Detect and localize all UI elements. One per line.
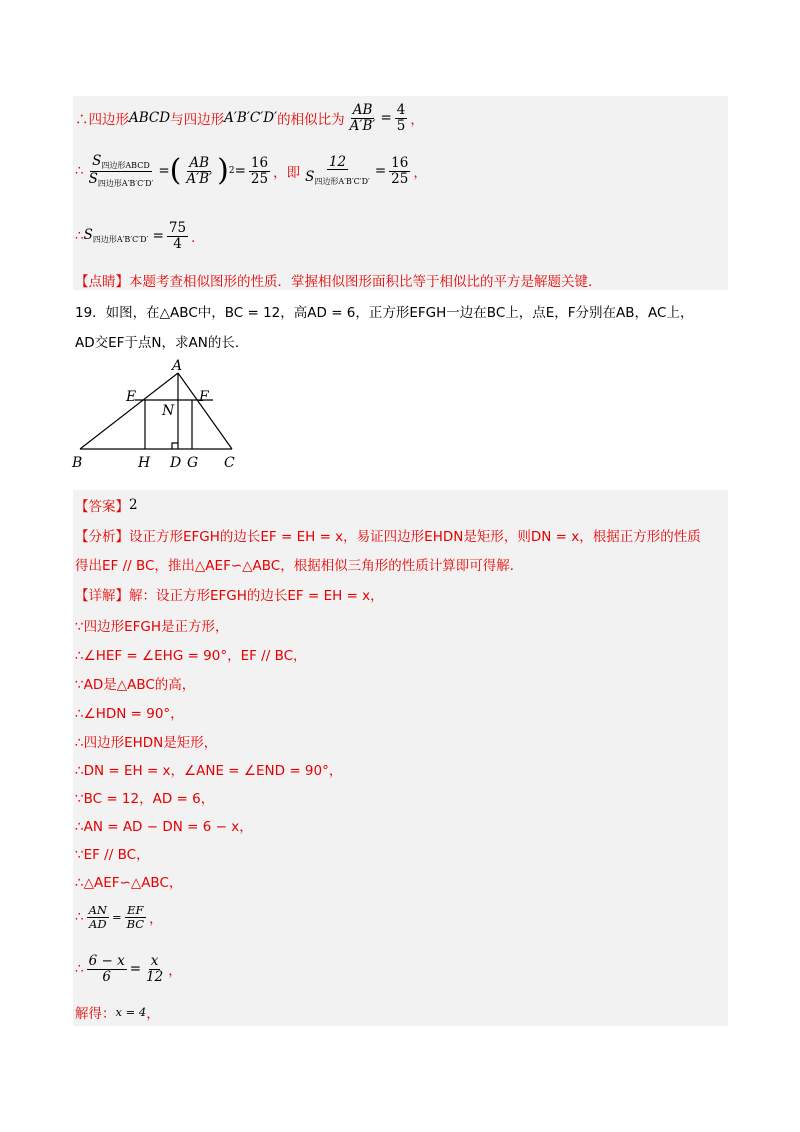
- comma: ，: [410, 112, 424, 128]
- fraction-denominator: 6: [102, 968, 111, 985]
- label-d: D: [170, 455, 182, 471]
- comma: ，: [146, 1006, 160, 1022]
- step-text: ∴∠HDN = 90°，: [75, 706, 184, 722]
- label-b: B: [72, 455, 83, 471]
- fraction-denominator: 25: [391, 170, 409, 187]
- area-result-line: ∴ $S_{四边形A'B'C'D'}$ = $\frac{75}{4}$ ．: [75, 220, 205, 252]
- fraction-denominator: 5: [396, 117, 406, 134]
- answer-line: [75, 494, 138, 516]
- problem-line-2: [75, 330, 248, 352]
- edge-ac: [178, 373, 232, 449]
- fraction-denominator: BC: [126, 916, 145, 931]
- label-g: G: [187, 455, 199, 471]
- fraction-numerator: x: [150, 953, 159, 970]
- right-angle-mark: [172, 443, 178, 449]
- six-minus-x-fraction: [87, 954, 127, 983]
- step-6: [75, 758, 342, 780]
- step-text: ∵AD是△ABC的高，: [75, 677, 196, 693]
- therefore-quad-text: ∴四边形: [75, 112, 129, 128]
- x-over-twelve-fraction: [144, 954, 165, 983]
- with-quad-text: 与四边形: [170, 112, 225, 128]
- step-text: ∴DN = EH = x，∠ANE = ∠END = 90°，: [75, 763, 343, 779]
- step-2: [75, 643, 307, 665]
- step-7: [75, 786, 214, 808]
- label-a: A: [172, 358, 183, 374]
- comment-text: 本题考查相似图形的性质．掌握相似图形面积比等于相似比的平方是解题关键．: [129, 274, 602, 290]
- ratio-text: 的相似比为: [277, 112, 345, 128]
- step-text: ∵四边形EFGH是正方形，: [75, 619, 229, 635]
- an-over-ad-fraction: [87, 904, 109, 929]
- quad-abcd-prime: A′B′C′D′: [224, 110, 278, 126]
- analysis-text: 设正方形EFGH的边长EF = EH = x，易证四边形EHDN是矩形，则DN = x，根据正方形的性质: [129, 529, 701, 545]
- label-e: E: [126, 389, 137, 405]
- sixteen-25ths-fraction: [249, 156, 270, 185]
- step-3: [75, 672, 195, 694]
- answer-label: 【答案】: [75, 499, 129, 515]
- namely-text: ，即: [273, 165, 301, 181]
- therefore-symbol: ∴: [75, 163, 84, 179]
- comment-line: [75, 270, 602, 290]
- step-text: ∴△AEF∽△ABC，: [75, 875, 183, 891]
- fraction-denominator: AD: [89, 916, 107, 931]
- area-ratio-line: ∴ $\frac{S_{四边形ABCD}}{S_{四边形A'B'C'D'}}$ = ( $\frac{AB}{A'B'}$ ) 2 = $\frac{16}{25}$ ，即 $\frac{12}{S_{四边形A'B'C'D'}}$ = $\frac{16}{25}$ ，: [75, 153, 427, 188]
- step-text: ∵EF // BC，: [75, 847, 150, 863]
- area-symbol: S: [83, 227, 93, 243]
- comma: ，: [413, 165, 427, 181]
- area-symbol: S: [305, 169, 315, 186]
- detail-label: 【详解】: [75, 588, 129, 604]
- exponent: 2: [228, 166, 235, 176]
- step-1: [75, 614, 229, 636]
- area-subscript: 四边形A′B′C′D′: [92, 235, 149, 244]
- label-f: F: [199, 389, 209, 405]
- step-13: [75, 1001, 160, 1023]
- fraction-numerator: 16: [250, 155, 269, 172]
- detail-line: [75, 583, 384, 605]
- area-symbol: S: [92, 153, 102, 170]
- step-11: ∴ $\frac{AN}{AD}$ = $\frac{EF}{BC}$ ，: [75, 903, 163, 931]
- period: ．: [191, 230, 205, 246]
- fraction-numerator: EF: [127, 903, 144, 918]
- solve-label: 解得：: [75, 1006, 116, 1022]
- problem-line-1: [75, 300, 693, 322]
- comment-label: 【点睛】: [75, 274, 129, 290]
- problem-statement: 19．如图，在△ABC中，BC = 12，高AD = 6，正方形EFGH一边在BC上，点E，F分别在AB，AC上，: [75, 305, 694, 321]
- analysis-label: 【分析】: [75, 529, 129, 545]
- area-subscript: 四边形A′B′C′D′: [314, 177, 370, 187]
- solution-expression: x = 4: [115, 1005, 147, 1019]
- therefore-symbol: ∴: [75, 961, 84, 977]
- therefore-symbol: ∴: [75, 228, 84, 244]
- ef-over-bc-fraction: [125, 904, 146, 929]
- triangle-square-figure: [68, 356, 258, 472]
- step-text: ∴AN = AD − DN = 6 − x，: [75, 819, 253, 835]
- area-symbol: S: [88, 170, 98, 187]
- comma: ，: [149, 911, 163, 927]
- quad-abcd: ABCD: [129, 110, 171, 126]
- comma: ，: [168, 963, 182, 979]
- fraction-denominator: 4: [173, 235, 182, 252]
- fraction-numerator: 12: [328, 154, 347, 171]
- label-c: C: [224, 455, 235, 471]
- problem-question: AD交EF于点N，求AN的长．: [75, 335, 249, 351]
- squared-ratio-fraction: [184, 156, 214, 185]
- area-ratio-fraction: [87, 154, 156, 188]
- detail-text: 解：设正方形EFGH的边长EF = EH = x，: [129, 588, 384, 604]
- ab-over-abprime-fraction: [348, 103, 378, 132]
- fraction-numerator: AB: [352, 102, 373, 119]
- fraction-denominator: 12: [146, 968, 164, 985]
- step-text: ∵BC = 12，AD = 6，: [75, 791, 215, 807]
- step-10: [75, 870, 182, 892]
- twelve-over-area-fraction: [303, 155, 372, 187]
- fraction-numerator: 4: [396, 102, 406, 119]
- seventy-five-quarters-fraction: [167, 221, 188, 250]
- step-4: [75, 701, 184, 723]
- step-9: [75, 842, 150, 864]
- fraction-denominator: 25: [250, 170, 269, 187]
- fraction-numerator: 6 − x: [88, 953, 125, 970]
- step-text: ∴∠HEF = ∠EHG = 90°，EF // BC，: [75, 648, 307, 664]
- answer-value: 2: [129, 497, 138, 513]
- area-subscript: 四边形ABCD: [101, 161, 150, 171]
- analysis-line-1: [75, 524, 701, 546]
- fraction-denominator: A′B′: [186, 170, 213, 187]
- analysis-text: 得出EF // BC，推出△AEF∽△ABC，根据相似三角形的性质计算即可得解．: [75, 558, 524, 574]
- four-fifths-fraction: [395, 103, 408, 132]
- step-5: [75, 730, 217, 752]
- step-12: ∴ $\frac{6 - x}{6}$ = $\frac{x}{12}$ ，: [75, 953, 182, 985]
- fraction-numerator: AB: [189, 155, 210, 172]
- label-n: N: [162, 403, 175, 419]
- area-subscript: 四边形A′B′C′D′: [97, 178, 154, 188]
- fraction-numerator: AN: [88, 903, 107, 918]
- step-8: [75, 814, 253, 836]
- fraction-numerator: 16: [391, 155, 409, 172]
- therefore-symbol: ∴: [75, 909, 84, 925]
- fraction-numerator: 75: [168, 220, 187, 237]
- analysis-line-2: [75, 553, 523, 575]
- similarity-ratio-line: ∴四边形 ABCD 与四边形 A′B′C′D′ 的相似比为 $\frac{AB}{A'B'}$ = $\frac{4}{5}$ ，: [75, 102, 424, 134]
- sixteen-25ths-fraction-2: [389, 156, 410, 185]
- fraction-denominator: A′B′: [349, 117, 376, 134]
- step-text: ∴四边形EHDN是矩形，: [75, 735, 218, 751]
- label-h: H: [138, 455, 151, 471]
